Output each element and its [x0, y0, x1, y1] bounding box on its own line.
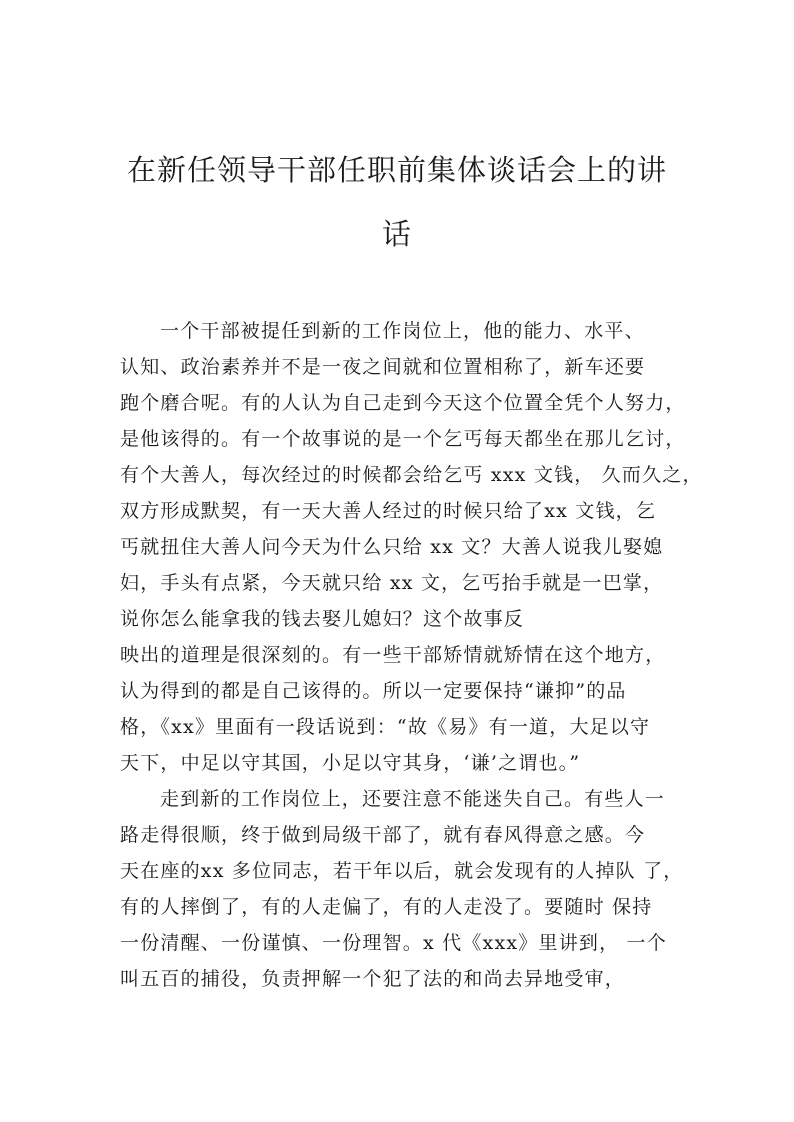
body-line-9: 说你怎么能拿我的钱去娶儿媳妇？这个故事反 — [120, 608, 525, 630]
document-title-line-1: 在新任领导干部任职前集体谈话会上的讲 — [126, 153, 667, 187]
body-line-6: 双方形成默契，有一天大善人经过的时候只给了xx 文钱，乞 — [120, 500, 657, 522]
body-line-3: 跑个磨合呢。有的人认为自己走到今天这个位置全凭个人努力， — [120, 392, 686, 414]
body-line-13: 天下，中足以守其国，小足以守其身，‘谦’之谓也。” — [120, 752, 581, 774]
body-line-15: 路走得很顺，终于做到局级干部了，就有春风得意之感。今 — [120, 824, 646, 846]
document-title-line-2: 话 — [381, 217, 412, 251]
body-line-7: 丐就扭住大善人问今天为什么只给 xx 文？大善人说我儿娶媳 — [120, 536, 664, 558]
body-line-8: 妇，手头有点紧，今天就只给 xx 文，乞丐抬手就是一巴掌， — [120, 572, 664, 594]
body-line-14: 走到新的工作岗位上，还要注意不能迷失自己。有些人一 — [160, 788, 666, 810]
body-line-19: 叫五百的捕役，负责押解一个犯了法的和尚去异地受审， — [120, 968, 626, 990]
body-line-2: 认知、政治素养并不是一夜之间就和位置相称了，新车还要 — [120, 356, 646, 378]
body-line-5: 有个大善人，每次经过的时候都会给乞丐 xxx 文钱， 久而久之， — [120, 464, 703, 486]
body-line-17: 有的人摔倒了，有的人走偏了，有的人走没了。要随时 保持 — [120, 896, 653, 918]
body-line-16: 天在座的xx 多位同志，若干年以后，就会发现有的人掉队 了， — [120, 860, 684, 882]
body-line-18: 一份清醒、一份谨慎、一份理智。x 代《xxx》里讲到， 一个 — [120, 932, 667, 954]
body-line-10: 映出的道理是很深刻的。有一些干部矫情就矫情在这个地方， — [120, 644, 666, 666]
body-line-12: 格，《xx》里面有一段话说到：“故《易》有一道，大足以守 — [120, 716, 651, 738]
body-line-4: 是他该得的。有一个故事说的是一个乞丐每天都坐在那儿乞讨， — [120, 428, 686, 450]
body-line-1: 一个干部被提任到新的工作岗位上，他的能力、水平、 — [160, 320, 645, 342]
body-line-11: 认为得到的都是自己该得的。所以一定要保持“谦抑”的品 — [120, 680, 627, 702]
